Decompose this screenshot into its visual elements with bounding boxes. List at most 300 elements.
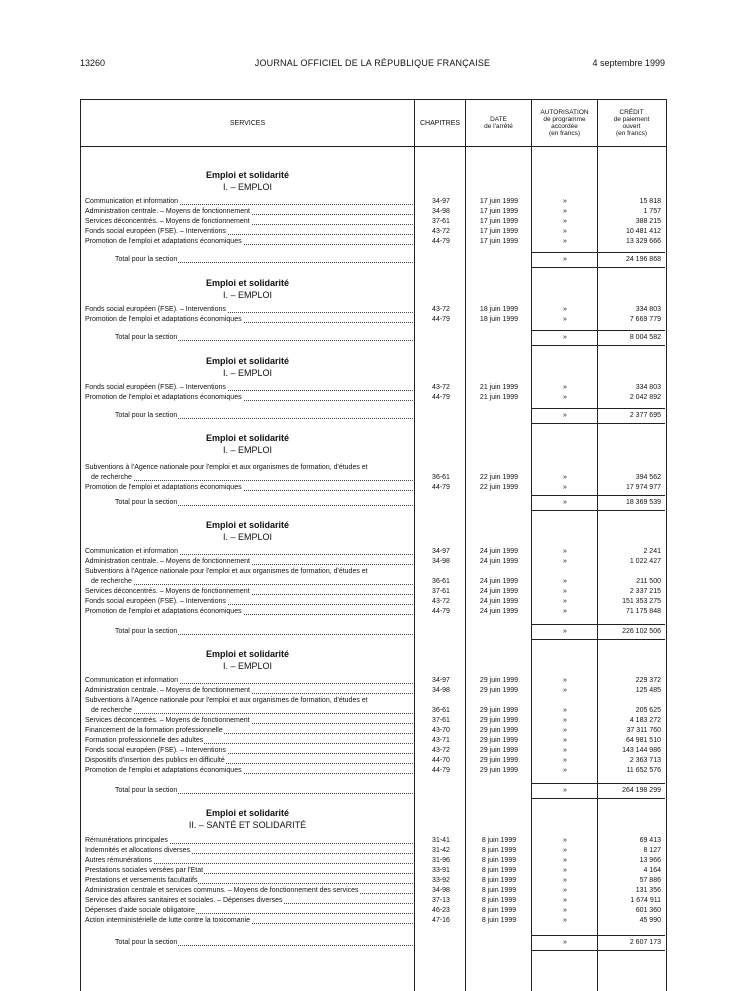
- table-row: [81, 547, 666, 557]
- row-label-text: Fonds social européen (FSE). – Interventions: [85, 306, 226, 313]
- total-authorization: »: [563, 939, 567, 946]
- leader-dots: [91, 584, 413, 585]
- table-row: [81, 676, 666, 686]
- total-rule: [532, 423, 665, 424]
- column-header-autorisation-line: accordée: [551, 123, 578, 130]
- decree-date: 17 juin 1999: [479, 228, 519, 235]
- payment-credit: 2 042 892: [629, 394, 661, 401]
- chapter-code: 46-23: [432, 907, 450, 914]
- payment-credit: 125 485: [635, 687, 661, 694]
- payment-credit: 11 652 576: [626, 767, 661, 774]
- total-rule: [532, 935, 665, 936]
- decree-date: 29 juin 1999: [479, 717, 519, 724]
- total-row: [81, 786, 666, 796]
- program-authorization: »: [563, 847, 567, 854]
- table-row: [81, 577, 666, 587]
- chapter-code: 44-79: [432, 316, 450, 323]
- row-label-text: Communication et information: [85, 198, 178, 205]
- total-label: [115, 498, 413, 508]
- decree-date: 8 juin 1999: [481, 887, 517, 894]
- program-authorization: »: [563, 306, 567, 313]
- row-label: [85, 463, 413, 473]
- chapter-code: 43-72: [432, 598, 450, 605]
- program-authorization: »: [563, 218, 567, 225]
- row-label-text: Services déconcentrés. – Moyens de fonctionnement: [85, 218, 250, 225]
- payment-credit: 388 215: [635, 218, 661, 225]
- chapter-code: 44-79: [432, 394, 450, 401]
- program-authorization: »: [563, 208, 567, 215]
- row-label: [85, 886, 413, 896]
- row-label-text: Fonds social européen (FSE). – Interventions: [85, 747, 226, 754]
- row-label: [85, 315, 413, 325]
- row-label: [85, 383, 413, 393]
- row-label: [85, 557, 413, 567]
- section-subtitle: I. – EMPLOI: [222, 532, 273, 542]
- table-row: [81, 587, 666, 597]
- total-row: [81, 411, 666, 421]
- section-title: Emploi et solidarité: [205, 356, 290, 366]
- section-subtitle: I. – EMPLOI: [222, 182, 273, 192]
- table-row: [81, 567, 666, 577]
- section-subtitle: I. – EMPLOI: [222, 445, 273, 455]
- decree-date: 29 juin 1999: [479, 687, 519, 694]
- row-label-text: Administration centrale. – Moyens de fonctionnement: [85, 558, 250, 565]
- column-header-autorisation-line: de programme: [543, 116, 586, 123]
- table-row: [81, 227, 666, 237]
- decree-date: 24 juin 1999: [479, 608, 519, 615]
- row-label: [85, 846, 413, 856]
- row-label: [85, 866, 413, 876]
- decree-date: 8 juin 1999: [481, 897, 517, 904]
- section-subtitle: I. – EMPLOI: [222, 368, 273, 378]
- row-label: [85, 393, 413, 403]
- chapter-code: 34-97: [432, 677, 450, 684]
- row-label-text: Promotion de l'emploi et adaptations économiques: [85, 394, 242, 401]
- row-label: [85, 207, 413, 217]
- row-label-text: Subventions à l'Agence nationale pour l'emploi et aux organismes de formation, d'études et: [85, 464, 368, 471]
- chapter-code: 33-92: [432, 877, 450, 884]
- payment-credit: 1 757: [643, 208, 661, 215]
- payment-credit: 2 337 215: [629, 588, 661, 595]
- row-label: [85, 483, 413, 493]
- decree-date: 17 juin 1999: [479, 208, 519, 215]
- issue-date: 4 septembre 1999: [592, 58, 665, 68]
- total-authorization: »: [563, 499, 567, 506]
- column-header-autorisation-line: (en francs): [548, 130, 581, 137]
- payment-credit: 394 562: [635, 474, 661, 481]
- row-label-text: Prestations sociales versées par l'Etat: [85, 867, 204, 874]
- program-authorization: »: [563, 608, 567, 615]
- payment-credit: 8 127: [643, 847, 661, 854]
- total-authorization: »: [563, 628, 567, 635]
- total-credit: 226 102 506: [622, 628, 661, 635]
- table-row: [81, 463, 666, 473]
- row-label-text: Promotion de l'emploi et adaptations économiques: [85, 238, 242, 245]
- column-header-credit-line: (en francs): [615, 130, 648, 137]
- row-label-text: de recherche: [91, 707, 132, 714]
- column-header-chapitres-text: CHAPITRES: [419, 119, 461, 127]
- table-row: [81, 846, 666, 856]
- row-label-text: Services déconcentrés. – Moyens de fonctionnement: [85, 588, 250, 595]
- decree-date: 8 juin 1999: [481, 877, 517, 884]
- row-label-text: Dépenses d'aide sociale obligatoire: [85, 907, 195, 914]
- decree-date: 22 juin 1999: [479, 484, 519, 491]
- chapter-code: 37-61: [432, 218, 450, 225]
- total-label-text: Total pour la section: [115, 499, 178, 506]
- row-label-text: Autres rémunérations: [85, 857, 152, 864]
- program-authorization: »: [563, 228, 567, 235]
- table-row: [81, 886, 666, 896]
- table-row: [81, 483, 666, 493]
- payment-credit: 15 818: [639, 198, 661, 205]
- total-label: [115, 411, 413, 421]
- row-label: [85, 746, 413, 756]
- table-row: [81, 876, 666, 886]
- chapter-code: 36-61: [432, 578, 450, 585]
- decree-date: 8 juin 1999: [481, 847, 517, 854]
- column-header-date: [466, 100, 531, 146]
- table-row: [81, 393, 666, 403]
- section-title: Emploi et solidarité: [205, 808, 290, 818]
- total-label: [115, 255, 413, 265]
- row-label-text: Services déconcentrés. – Moyens de fonctionnement: [85, 717, 250, 724]
- program-authorization: »: [563, 687, 567, 694]
- row-label: [85, 227, 413, 237]
- chapter-code: 47-16: [432, 917, 450, 924]
- row-label: [91, 706, 413, 716]
- decree-date: 17 juin 1999: [479, 218, 519, 225]
- total-rule: [532, 639, 665, 640]
- payment-credit: 334 803: [635, 384, 661, 391]
- table-row: [81, 716, 666, 726]
- payment-credit: 10 481 412: [625, 228, 661, 235]
- program-authorization: »: [563, 588, 567, 595]
- chapter-code: 37-13: [432, 897, 450, 904]
- total-authorization: »: [563, 412, 567, 419]
- total-label-text: Total pour la section: [115, 787, 178, 794]
- chapter-code: 44-79: [432, 608, 450, 615]
- total-row: [81, 333, 666, 343]
- total-label-text: Total pour la section: [115, 412, 178, 419]
- section-subtitle: II. – SANTÉ ET SOLIDARITÉ: [188, 820, 307, 830]
- table-row: [81, 726, 666, 736]
- total-rule: [532, 950, 665, 951]
- total-credit: 264 198 299: [622, 787, 661, 794]
- chapter-code: 34-98: [432, 558, 450, 565]
- decree-date: 24 juin 1999: [479, 578, 519, 585]
- row-label-text: Action interministérielle de lutte contre la toxicomanie: [85, 917, 250, 924]
- total-rule: [532, 330, 665, 331]
- total-rule: [532, 495, 665, 496]
- total-credit: 2 377 695: [629, 412, 661, 419]
- decree-date: 8 juin 1999: [481, 917, 517, 924]
- total-rule: [532, 252, 665, 253]
- total-rule: [532, 408, 665, 409]
- total-credit: 24 196 868: [625, 256, 661, 263]
- table-row: [81, 766, 666, 776]
- table-row: [81, 896, 666, 906]
- payment-credit: 211 500: [636, 578, 661, 585]
- column-header-chapitres: [415, 100, 465, 146]
- payment-credit: 37 311 760: [626, 727, 661, 734]
- chapter-code: 34-97: [432, 548, 450, 555]
- payment-credit: 13 966: [639, 857, 661, 864]
- section-title: Emploi et solidarité: [205, 433, 290, 443]
- total-row: [81, 938, 666, 948]
- section-title: Emploi et solidarité: [205, 649, 290, 659]
- row-label: [85, 916, 413, 926]
- row-label: [85, 876, 413, 886]
- program-authorization: »: [563, 677, 567, 684]
- row-label: [85, 305, 413, 315]
- total-row: [81, 255, 666, 265]
- table-row: [81, 237, 666, 247]
- decree-date: 18 juin 1999: [479, 306, 519, 313]
- chapter-code: 34-98: [432, 208, 450, 215]
- decree-date: 29 juin 1999: [479, 727, 519, 734]
- payment-credit: 57 886: [639, 877, 661, 884]
- total-label-text: Total pour la section: [115, 939, 178, 946]
- row-label-text: Promotion de l'emploi et adaptations économiques: [85, 608, 242, 615]
- program-authorization: »: [563, 907, 567, 914]
- decree-date: 29 juin 1999: [479, 747, 519, 754]
- program-authorization: »: [563, 857, 567, 864]
- total-authorization: »: [563, 256, 567, 263]
- chapter-code: 43-72: [432, 228, 450, 235]
- payment-credit: 7 669 779: [629, 316, 661, 323]
- row-label: [85, 716, 413, 726]
- row-label: [85, 597, 413, 607]
- row-label-text: Fonds social européen (FSE). – Interventions: [85, 598, 226, 605]
- row-label-text: de recherche: [91, 474, 132, 481]
- journal-title: JOURNAL OFFICIEL DE LA RÉPUBLIQUE FRANÇAISE: [254, 58, 491, 68]
- payment-credit: 71 175 848: [625, 608, 661, 615]
- decree-date: 29 juin 1999: [479, 737, 519, 744]
- program-authorization: »: [563, 767, 567, 774]
- total-rule: [532, 345, 665, 346]
- table-row: [81, 197, 666, 207]
- table-row: [81, 597, 666, 607]
- payment-credit: 4 164: [643, 867, 661, 874]
- payment-credit: 229 372: [635, 677, 661, 684]
- chapter-code: 31-42: [432, 847, 450, 854]
- decree-date: 8 juin 1999: [481, 857, 517, 864]
- row-label-text: Prestations et versements facultatifs: [85, 877, 198, 884]
- row-label: [85, 726, 413, 736]
- column-header-credit-line: ouvert: [622, 123, 641, 130]
- row-label: [85, 756, 413, 766]
- decree-date: 24 juin 1999: [479, 558, 519, 565]
- table-row: [81, 906, 666, 916]
- payment-credit: 13 329 666: [625, 238, 661, 245]
- row-label-text: Financement de la formation professionnelle: [85, 727, 223, 734]
- row-label-text: Promotion de l'emploi et adaptations économiques: [85, 316, 242, 323]
- row-label-text: Subventions à l'Agence nationale pour l'emploi et aux organismes de formation, d'études et: [85, 697, 368, 704]
- chapter-code: 34-97: [432, 198, 450, 205]
- column-header-date-line: DATE: [490, 116, 507, 123]
- row-label: [85, 237, 413, 247]
- decree-date: 29 juin 1999: [479, 677, 519, 684]
- program-authorization: »: [563, 897, 567, 904]
- row-label: [85, 766, 413, 776]
- decree-date: 22 juin 1999: [479, 474, 519, 481]
- total-label-text: Total pour la section: [115, 334, 178, 341]
- table-row: [81, 607, 666, 617]
- row-label-text: Communication et information: [85, 677, 178, 684]
- table-row: [81, 756, 666, 766]
- total-label: [115, 786, 413, 796]
- table-row: [81, 736, 666, 746]
- row-label: [85, 686, 413, 696]
- chapter-code: 34-98: [432, 687, 450, 694]
- page-number: 13260: [80, 58, 106, 68]
- program-authorization: »: [563, 867, 567, 874]
- payment-credit: 143 144 986: [622, 747, 661, 754]
- decree-date: 8 juin 1999: [481, 907, 517, 914]
- program-authorization: »: [563, 384, 567, 391]
- decree-date: 8 juin 1999: [481, 867, 517, 874]
- program-authorization: »: [563, 198, 567, 205]
- row-label-text: Administration centrale. – Moyens de fonctionnement: [85, 208, 250, 215]
- program-authorization: »: [563, 484, 567, 491]
- chapter-code: 43-72: [432, 747, 450, 754]
- header-divider: [81, 146, 666, 147]
- row-label-text: de recherche: [91, 578, 132, 585]
- chapter-code: 43-71: [432, 737, 450, 744]
- row-label: [85, 906, 413, 916]
- total-label: [115, 333, 413, 343]
- payment-credit: 64 981 510: [625, 737, 661, 744]
- total-credit: 2 607 173: [629, 939, 661, 946]
- total-authorization: »: [563, 334, 567, 341]
- decree-date: 24 juin 1999: [479, 588, 519, 595]
- total-label-text: Total pour la section: [115, 256, 178, 263]
- column-header-credit: [598, 100, 665, 146]
- total-credit: 18 369 539: [625, 499, 661, 506]
- row-label: [91, 473, 413, 483]
- row-label-text: Dispositifs d'insertion des publics en difficulté: [85, 757, 225, 764]
- program-authorization: »: [563, 917, 567, 924]
- table-row: [81, 686, 666, 696]
- total-rule: [532, 783, 665, 784]
- decree-date: 24 juin 1999: [479, 548, 519, 555]
- chapter-code: 36-61: [432, 707, 450, 714]
- section-subtitle: I. – EMPLOI: [222, 290, 273, 300]
- program-authorization: »: [563, 877, 567, 884]
- column-header-credit-line: CRÉDIT: [619, 109, 644, 116]
- row-label-text: Promotion de l'emploi et adaptations économiques: [85, 767, 242, 774]
- decree-date: 17 juin 1999: [479, 238, 519, 245]
- payment-credit: 601 360: [635, 907, 661, 914]
- chapter-code: 43-70: [432, 727, 450, 734]
- table-row: [81, 305, 666, 315]
- column-header-services: [81, 100, 414, 146]
- row-label: [91, 577, 413, 587]
- payment-credit: 151 353 275: [622, 598, 661, 605]
- chapter-code: 44-79: [432, 484, 450, 491]
- table-row: [81, 557, 666, 567]
- chapter-code: 44-79: [432, 767, 450, 774]
- column-header-credit-line: de paiement: [613, 116, 650, 123]
- row-label-text: Communication et information: [85, 548, 178, 555]
- chapter-code: 31-96: [432, 857, 450, 864]
- chapter-code: 37-61: [432, 588, 450, 595]
- decree-date: 18 juin 1999: [479, 316, 519, 323]
- row-label: [85, 856, 413, 866]
- row-label-text: Administration centrale et services communs. – Moyens de fonctionnement des services: [85, 887, 359, 894]
- row-label: [85, 696, 413, 706]
- payment-credit: 45 990: [639, 917, 661, 924]
- column-header-services-text: SERVICES: [229, 119, 266, 127]
- total-label-text: Total pour la section: [115, 628, 178, 635]
- section-title: Emploi et solidarité: [205, 278, 290, 288]
- total-rule: [532, 510, 665, 511]
- decree-date: 29 juin 1999: [479, 767, 519, 774]
- row-label-text: Service des affaires sanitaires et sociales. – Dépenses diverses: [85, 897, 283, 904]
- row-label-text: Fonds social européen (FSE). – Interventions: [85, 384, 226, 391]
- total-row: [81, 627, 666, 637]
- payment-credit: 17 974 977: [625, 484, 661, 491]
- row-label: [85, 676, 413, 686]
- payment-credit: 131 356: [635, 887, 661, 894]
- program-authorization: »: [563, 558, 567, 565]
- table-row: [81, 836, 666, 846]
- payment-credit: 1 022 427: [629, 558, 661, 565]
- total-label: [115, 627, 413, 637]
- program-authorization: »: [563, 394, 567, 401]
- decree-date: 24 juin 1999: [479, 598, 519, 605]
- chapter-code: 31-41: [432, 837, 450, 844]
- table-row: [81, 696, 666, 706]
- chapter-code: 33-91: [432, 867, 450, 874]
- program-authorization: »: [563, 578, 567, 585]
- row-label-text: Promotion de l'emploi et adaptations économiques: [85, 484, 242, 491]
- table-row: [81, 746, 666, 756]
- chapter-code: 44-70: [432, 757, 450, 764]
- program-authorization: »: [563, 474, 567, 481]
- total-row: [81, 498, 666, 508]
- table-row: [81, 706, 666, 716]
- page-header: [80, 58, 665, 72]
- payment-credit: 4 183 272: [629, 717, 661, 724]
- total-rule: [532, 798, 665, 799]
- table-row: [81, 916, 666, 926]
- row-label-text: Indemnités et allocations diverses: [85, 847, 191, 854]
- payment-credit: 1 674 911: [630, 897, 661, 904]
- table-row: [81, 207, 666, 217]
- table-row: [81, 473, 666, 483]
- program-authorization: »: [563, 316, 567, 323]
- chapter-code: 36-61: [432, 474, 450, 481]
- program-authorization: »: [563, 727, 567, 734]
- row-label: [85, 217, 413, 227]
- row-label: [85, 567, 413, 577]
- section-title: Emploi et solidarité: [205, 170, 290, 180]
- table-row: [81, 315, 666, 325]
- total-rule: [532, 267, 665, 268]
- chapter-code: 43-72: [432, 306, 450, 313]
- section-subtitle: I. – EMPLOI: [222, 661, 273, 671]
- program-authorization: »: [563, 837, 567, 844]
- payment-credit: 334 803: [635, 306, 661, 313]
- decree-date: 29 juin 1999: [479, 757, 519, 764]
- chapter-code: 37-61: [432, 717, 450, 724]
- program-authorization: »: [563, 747, 567, 754]
- leader-dots: [91, 480, 413, 481]
- program-authorization: »: [563, 548, 567, 555]
- chapter-code: 43-72: [432, 384, 450, 391]
- table-row: [81, 217, 666, 227]
